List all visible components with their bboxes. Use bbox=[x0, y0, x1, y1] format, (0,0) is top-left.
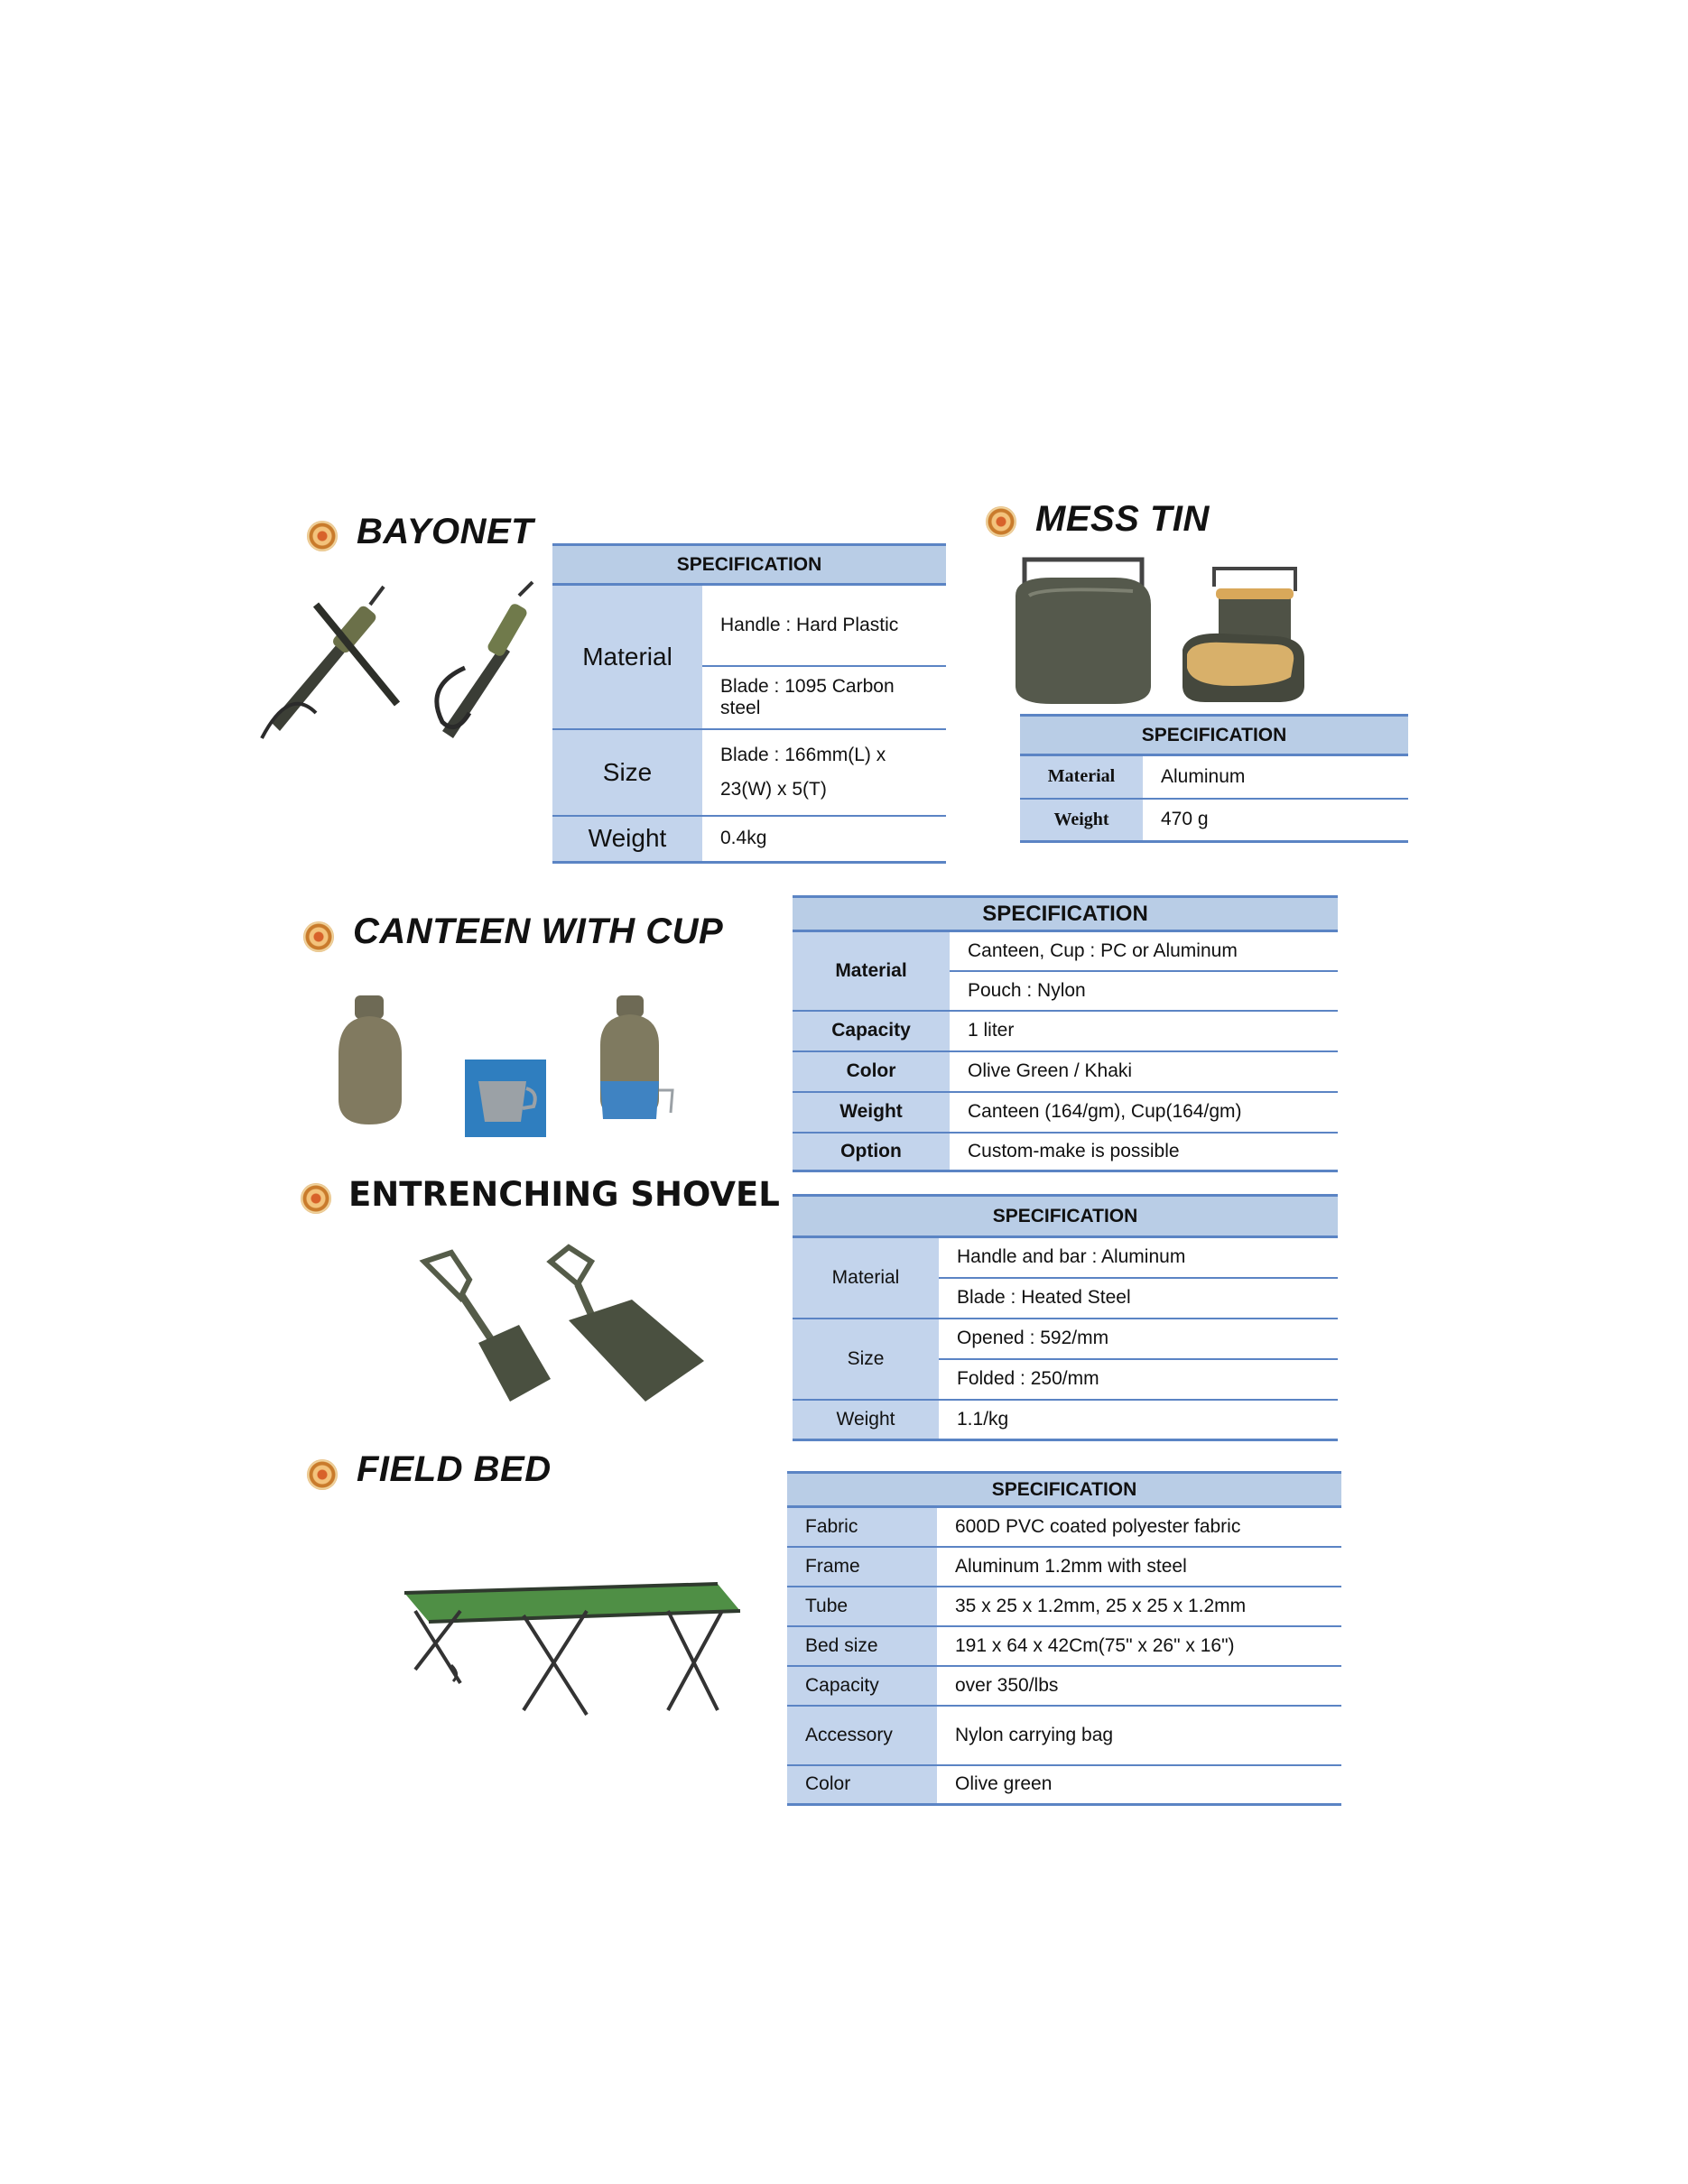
capacity-label: Capacity bbox=[793, 1011, 950, 1051]
material-value: Aluminum bbox=[1143, 755, 1408, 799]
weight-value: 0.4kg bbox=[702, 816, 946, 863]
shovel-title: ENTRENCHING SHOVEL bbox=[348, 1175, 780, 1214]
tube-value: 35 x 25 x 1.2mm, 25 x 25 x 1.2mm bbox=[937, 1587, 1341, 1626]
accessory-label: Accessory bbox=[787, 1706, 937, 1765]
size-value-2: Folded : 250/mm bbox=[939, 1359, 1338, 1400]
material-value-1: Handle and bar : Aluminum bbox=[939, 1237, 1338, 1278]
bed-size-label: Bed size bbox=[787, 1626, 937, 1666]
spec-header: SPECIFICATION bbox=[793, 897, 1338, 931]
weight-label: Weight bbox=[1020, 799, 1143, 842]
frame-label: Frame bbox=[787, 1547, 937, 1587]
section-bullet-icon bbox=[986, 506, 1016, 537]
material-label: Material bbox=[552, 585, 702, 729]
bayonet-spec-table bbox=[552, 543, 946, 864]
mess-tin-image bbox=[1006, 551, 1313, 713]
bayonet-image bbox=[262, 578, 551, 740]
handle-value: Handle : Hard Plastic bbox=[702, 585, 946, 666]
shovel-image bbox=[415, 1244, 713, 1406]
weight-label: Weight bbox=[793, 1400, 939, 1440]
tube-label: Tube bbox=[787, 1587, 937, 1626]
material-value-2: Pouch : Nylon bbox=[950, 971, 1338, 1011]
section-bullet-icon bbox=[307, 521, 338, 551]
spec-header: SPECIFICATION bbox=[552, 545, 946, 585]
weight-value: Canteen (164/gm), Cup(164/gm) bbox=[950, 1092, 1338, 1133]
blade-value: Blade : 1095 Carbon steel bbox=[702, 666, 946, 729]
bed-size-value: 191 x 64 x 42Cm(75" x 26" x 16") bbox=[937, 1626, 1341, 1666]
capacity-label: Capacity bbox=[787, 1666, 937, 1706]
bayonet-title: BAYONET bbox=[357, 512, 534, 551]
field-bed-spec-table bbox=[787, 1471, 1341, 1806]
size-label: Size bbox=[793, 1319, 939, 1400]
fabric-label: Fabric bbox=[787, 1507, 937, 1547]
color-value: Olive green bbox=[937, 1765, 1341, 1805]
weight-label: Weight bbox=[552, 816, 702, 863]
section-bullet-icon bbox=[303, 921, 334, 952]
accessory-value: Nylon carrying bag bbox=[937, 1706, 1341, 1765]
color-label: Color bbox=[793, 1051, 950, 1092]
spec-header: SPECIFICATION bbox=[793, 1196, 1338, 1237]
option-label: Option bbox=[793, 1133, 950, 1171]
weight-label: Weight bbox=[793, 1092, 950, 1133]
shovel-spec-table bbox=[793, 1194, 1338, 1441]
color-label: Color bbox=[787, 1765, 937, 1805]
size-label: Size bbox=[552, 729, 702, 816]
fabric-value: 600D PVC coated polyester fabric bbox=[937, 1507, 1341, 1547]
spec-header: SPECIFICATION bbox=[1020, 716, 1408, 755]
material-label: Material bbox=[1020, 755, 1143, 799]
mess-tin-spec-table bbox=[1020, 714, 1408, 843]
size-value: Blade : 166mm(L) x 23(W) x 5(T) bbox=[702, 729, 946, 816]
canteen-title: CANTEEN WITH CUP bbox=[353, 912, 724, 951]
section-bullet-icon bbox=[301, 1183, 331, 1214]
field-bed-title: FIELD BED bbox=[357, 1449, 552, 1489]
weight-value: 470 g bbox=[1143, 799, 1408, 842]
color-value: Olive Green / Khaki bbox=[950, 1051, 1338, 1092]
field-bed-image bbox=[397, 1575, 749, 1728]
weight-value: 1.1/kg bbox=[939, 1400, 1338, 1440]
material-label: Material bbox=[793, 931, 950, 1011]
size-value-1: Opened : 592/mm bbox=[939, 1319, 1338, 1359]
section-bullet-icon bbox=[307, 1459, 338, 1490]
material-label: Material bbox=[793, 1237, 939, 1319]
capacity-value: 1 liter bbox=[950, 1011, 1338, 1051]
frame-value: Aluminum 1.2mm with steel bbox=[937, 1547, 1341, 1587]
option-value: Custom-make is possible bbox=[950, 1133, 1338, 1171]
material-value-2: Blade : Heated Steel bbox=[939, 1278, 1338, 1319]
material-value-1: Canteen, Cup : PC or Aluminum bbox=[950, 931, 1338, 971]
capacity-value: over 350/lbs bbox=[937, 1666, 1341, 1706]
canteen-image bbox=[329, 991, 672, 1144]
canteen-spec-table bbox=[793, 895, 1338, 1172]
mess-tin-title: MESS TIN bbox=[1035, 499, 1210, 539]
spec-header: SPECIFICATION bbox=[787, 1473, 1341, 1507]
